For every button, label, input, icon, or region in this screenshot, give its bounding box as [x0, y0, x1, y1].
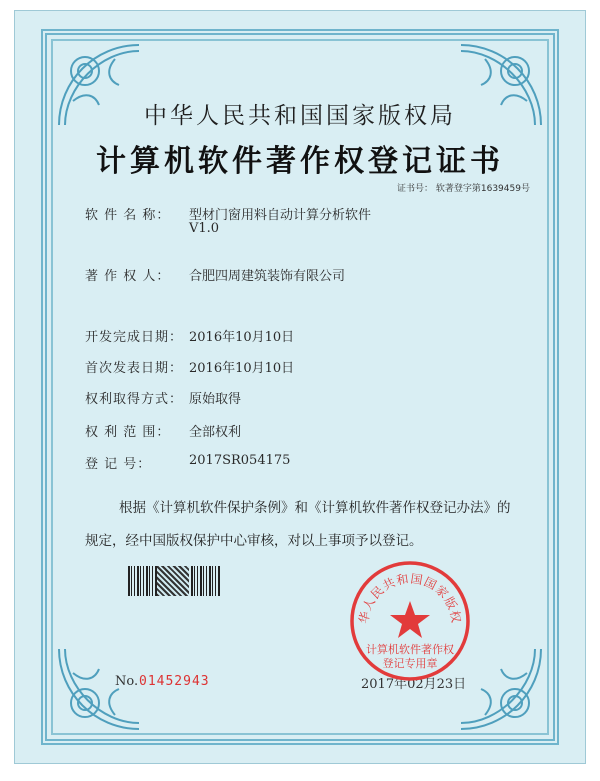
serial-number: 01452943	[139, 674, 210, 689]
owner-label: 著 作 权 人：	[85, 269, 171, 284]
issuing-agency: 中华人民共和国国家版权局	[144, 103, 456, 129]
corner-ornament-icon	[55, 645, 143, 733]
dev-date-value: 2016年10月10日	[189, 330, 295, 345]
scope-value: 全部权利	[189, 425, 242, 440]
method-value: 原始取得	[189, 392, 242, 407]
qr-code-icon	[157, 566, 189, 596]
issue-date: 2017年02月23日	[361, 677, 467, 692]
reg-no-value: 2017SR054175	[189, 453, 291, 468]
certificate-title: 计算机软件著作权登记证书	[96, 144, 504, 179]
scope-label: 权 利 范 围：	[85, 425, 171, 440]
statement-line-2: 规定，经中国版权保护中心审核，对以上事项予以登记。	[85, 533, 423, 549]
statement-line-1: 根据《计算机软件保护条例》和《计算机软件著作权登记办法》的	[119, 500, 511, 516]
seal-line-1: 计算机软件著作权	[366, 643, 454, 656]
serial-label: No.	[115, 674, 139, 689]
seal-line-2: 登记专用章	[382, 657, 438, 670]
pub-date-value: 2016年10月10日	[189, 361, 295, 376]
certificate-number: 证书号： 软著登字第1639459号	[397, 184, 530, 194]
official-seal-icon	[348, 559, 472, 683]
pub-date-label: 首次发表日期：	[85, 361, 184, 376]
software-version: V1.0	[189, 221, 220, 236]
software-name-label: 软 件 名 称：	[85, 208, 171, 223]
reg-no-label: 登 记 号：	[85, 457, 152, 472]
owner-value: 合肥四周建筑装饰有限公司	[189, 269, 346, 284]
seal-outer-text: 华人民共和国国家版权	[356, 571, 464, 625]
dev-date-label: 开发完成日期：	[85, 330, 184, 345]
software-name-value: 型材门窗用料自动计算分析软件	[189, 208, 372, 223]
certificate	[14, 10, 586, 764]
method-label: 权利取得方式：	[85, 392, 184, 407]
